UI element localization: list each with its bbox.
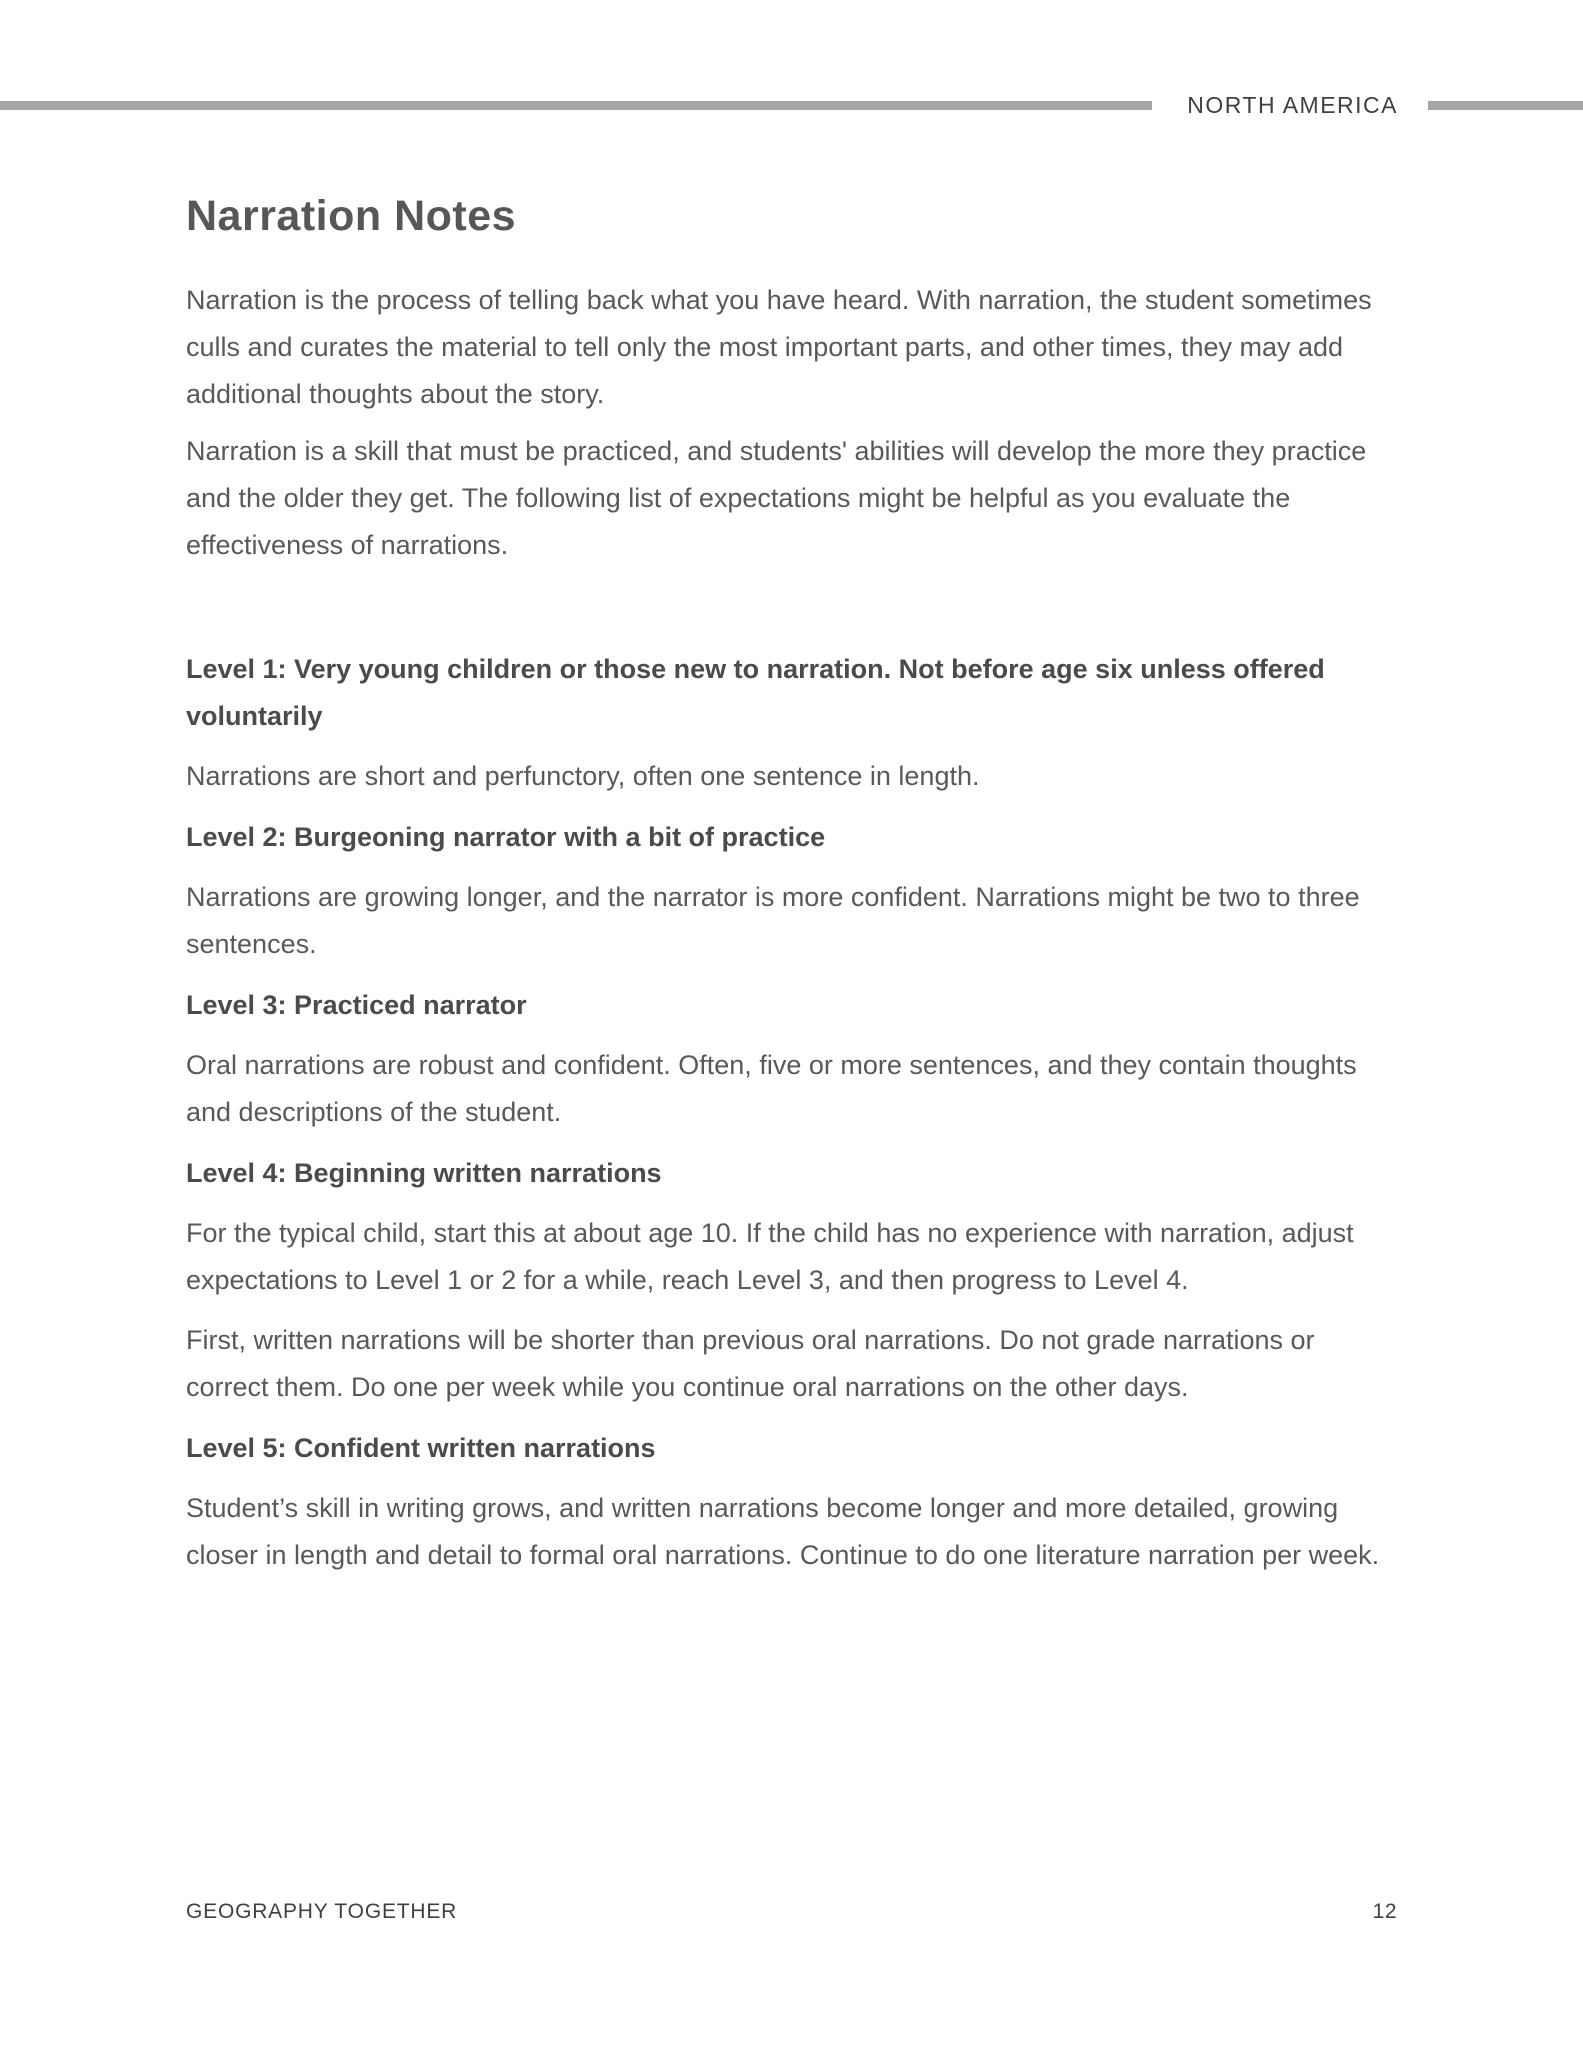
level-2-paragraph: Narrations are growing longer, and the narrator is more confident. Narrations might be two to three sentences. [186, 882, 1360, 959]
book-title: GEOGRAPHY TOGETHER [186, 1900, 458, 1923]
level-4-paragraph: First, written narrations will be shorter than previous oral narrations. Do not grade narrations or correct them. Do one per week while you continue oral narrations on the other days. [186, 1325, 1315, 1402]
region-label: NORTH AMERICA [1187, 91, 1398, 118]
level-1-paragraph: Narrations are short and perfunctory, often one sentence in length. [186, 761, 980, 791]
level-2-section [186, 814, 1398, 968]
level-1-heading: Level 1: Very young children or those new to narration. Not before age six unless offered voluntarily [186, 654, 1325, 731]
level-5-heading: Level 5: Confident written narrations [186, 1433, 656, 1463]
level-3-section [186, 982, 1398, 1136]
intro-paragraph: Narration is the process of telling back what you have heard. With narration, the student sometimes culls and curates the material to tell only the most important parts, and other times, they may add additional thoughts about the story. [186, 285, 1372, 409]
level-5-section [186, 1425, 1398, 1579]
page-number: 12 [1372, 1900, 1397, 1923]
level-3-heading: Level 3: Practiced narrator [186, 990, 527, 1020]
level-4-section [186, 1150, 1398, 1411]
level-5-paragraph: Student’s skill in writing grows, and written narrations become longer and more detailed, growing closer in length and detail to formal oral narrations. Continue to do one literature narration per week. [186, 1493, 1380, 1570]
header-rule-right [1428, 101, 1583, 110]
level-1-section [186, 646, 1398, 800]
page-header [0, 92, 1583, 118]
level-3-paragraph: Oral narrations are robust and confident. Often, five or more sentences, and they contain thoughts and descriptions of the student. [186, 1050, 1357, 1127]
level-2-heading: Level 2: Burgeoning narrator with a bit of practice [186, 822, 826, 852]
level-4-heading: Level 4: Beginning written narrations [186, 1158, 662, 1188]
page-content [186, 190, 1398, 1579]
intro-paragraph: Narration is a skill that must be practiced, and students' abilities will develop the more they practice and the older they get. The following list of expectations might be helpful as you evaluate the effectiveness of narrations. [186, 436, 1367, 560]
page-footer [186, 1899, 1397, 1925]
page-title: Narration Notes [186, 192, 517, 240]
level-4-paragraph: For the typical child, start this at about age 10. If the child has no experience with narration, adjust expectations to Level 1 or 2 for a while, reach Level 3, and then progress to Level 4. [186, 1218, 1354, 1295]
header-rule-left [0, 101, 1152, 110]
